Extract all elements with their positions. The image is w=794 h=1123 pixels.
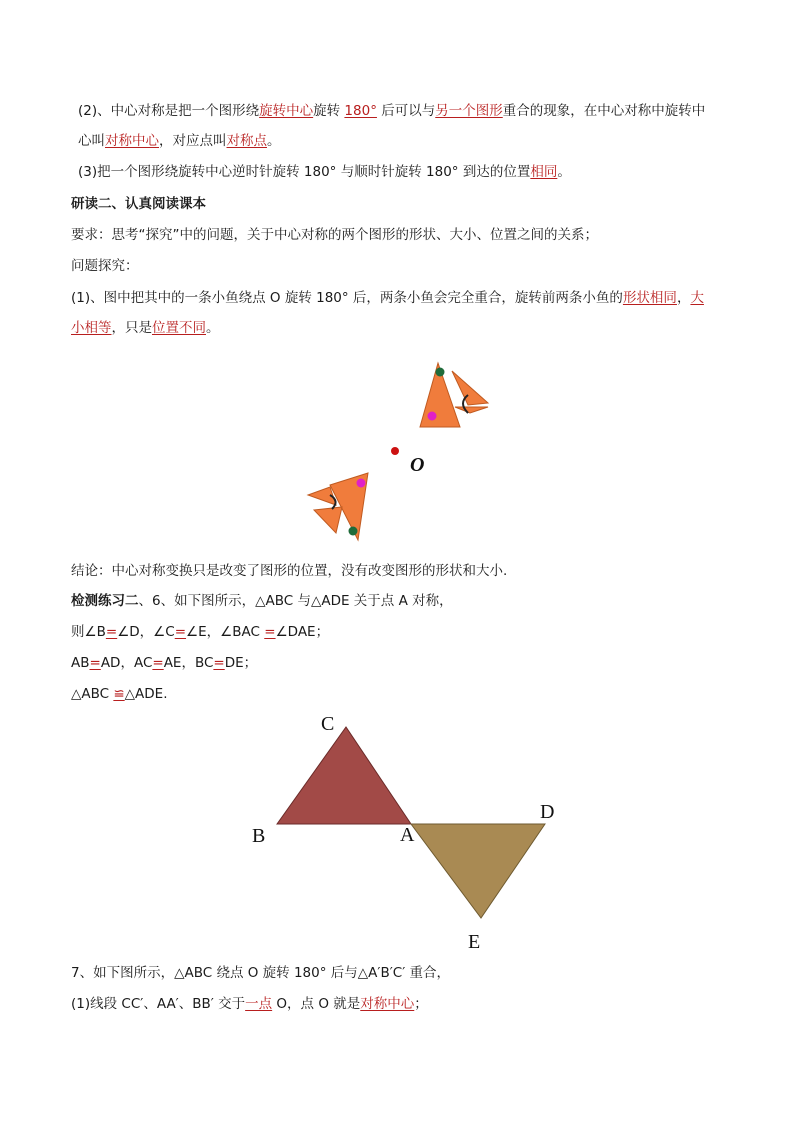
vertex-label-b: B (252, 825, 266, 847)
text-line-3-rotation: (3)把一个图形绕旋转中心逆时针旋转 180° 与顺时针旋转 180° 到达的位置相同。 (78, 164, 571, 180)
triangle-symmetry-figure (245, 708, 575, 953)
center-point-label: O (410, 454, 425, 476)
requirement-text: 要求：思考“探究”中的问题，关于中心对称的两个图形的形状、大小、位置之间的关系； (71, 227, 598, 243)
side-equalities: AB=AD，AC=AE，BC=DE； (71, 655, 258, 671)
problem-explore-heading: 问题探究： (71, 258, 139, 274)
question-7-text: 7、如下图所示，△ABC 绕点 O 旋转 180° 后与△A′B′C′ 重合， (71, 965, 451, 981)
upper-fish-spot (428, 412, 437, 421)
vertex-label-a: A (400, 824, 415, 846)
triangle-abc (277, 727, 411, 824)
fish-rotation-figure (290, 355, 510, 545)
upper-fish (420, 363, 488, 427)
upper-fish-fin-bottom (455, 407, 488, 413)
text-line-fish-question: (1)、图中把其中的一条小鱼绕点 O 旋转 180° 后，两条小鱼会完全重合，旋转前两条小鱼的形状相同，大 (71, 290, 704, 306)
angle-equalities: 则∠B=∠D，∠C=∠E，∠BAC =∠DAE； (71, 624, 330, 640)
question-7-part-1: (1)线段 CC′、AA′、BB′ 交于一点 O，点 O 就是对称中心； (71, 996, 428, 1012)
lower-fish-fin-bottom (314, 507, 342, 533)
exercise-two-question-6: 检测练习二、6、如下图所示，△ABC 与△ADE 关于点 A 对称， (71, 593, 453, 609)
upper-fish-fin-top (452, 371, 488, 405)
triangle-ade (411, 824, 545, 918)
text-line-2-definition: (2)、中心对称是把一个图形绕旋转中心旋转 180° 后可以与另一个图形重合的现象，在中心对称中旋转中 (78, 103, 706, 119)
upper-fish-eye (436, 368, 445, 377)
text-line-fish-question-cont: 小相等，只是位置不同。 (71, 320, 220, 336)
congruence-statement: △ABC ≌△ADE. (71, 686, 168, 702)
text-line-2-continued: 心叫对称中心，对应点叫对称点。 (78, 133, 281, 149)
vertex-label-c: C (321, 713, 335, 735)
center-point-o (391, 447, 399, 455)
vertex-label-d: D (540, 801, 555, 823)
lower-fish-spot (357, 479, 366, 488)
lower-fish (308, 473, 368, 540)
section-heading-study-two: 研读二、认真阅读课本 (71, 196, 206, 212)
conclusion-text: 结论：中心对称变换只是改变了图形的位置，没有改变图形的形状和大小. (71, 563, 508, 579)
lower-fish-eye (349, 527, 358, 536)
vertex-label-e: E (468, 931, 481, 953)
